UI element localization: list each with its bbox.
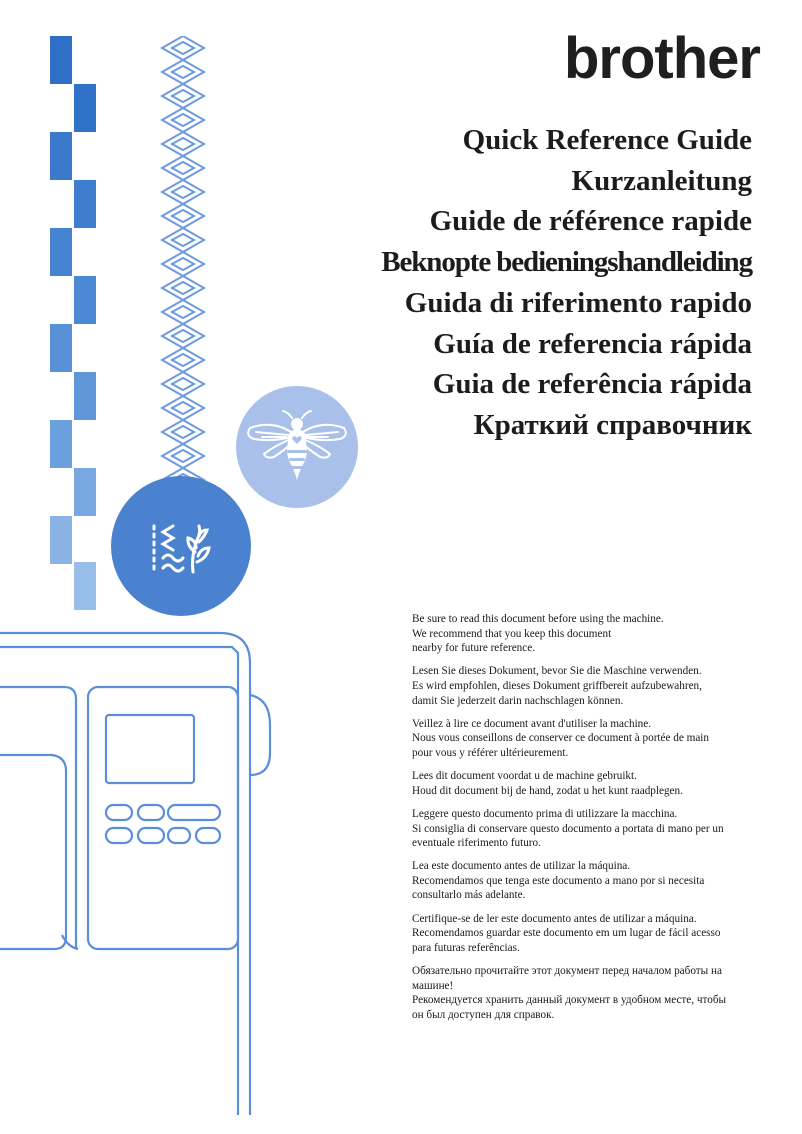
instructions-french <box>412 717 762 761</box>
instruction-line: nearby for future reference. <box>412 642 535 655</box>
instructions-italian <box>412 807 762 851</box>
bee-badge <box>236 386 358 508</box>
instruction-line: pour vous y référer ultérieurement. <box>412 746 569 759</box>
instructions-portuguese <box>412 912 762 956</box>
title-dutch: Beknopte bedieningshandleiding <box>381 246 752 279</box>
instruction-line: Обязательно прочитайте этот документ перед началом работы на <box>412 965 722 978</box>
instructions-block <box>412 612 762 1031</box>
title-russian: Краткий справочник <box>473 408 752 441</box>
instruction-line: Leggere questo documento prima di utilizzare la macchina. <box>412 807 678 820</box>
title-french: Guide de référence rapide <box>429 205 752 238</box>
instruction-line: Certifique-se de ler este documento antes de utilizar a máquina. <box>412 912 697 925</box>
sewing-machine-illustration <box>0 625 290 1134</box>
instruction-line: Lees dit document voordat u de machine gebruikt. <box>412 770 637 783</box>
instruction-line: We recommend that you keep this document <box>412 627 612 640</box>
title-list <box>381 120 752 446</box>
instructions-dutch <box>412 769 762 798</box>
instructions-german <box>412 664 762 708</box>
title-english: Quick Reference Guide <box>462 124 752 156</box>
title-spanish: Guía de referencia rápida <box>433 327 752 360</box>
instruction-line: машине! <box>412 979 454 992</box>
instructions-spanish <box>412 859 762 903</box>
instruction-line: eventuale riferimento futuro. <box>412 837 541 850</box>
instruction-line: Lea este documento antes de utilizar la máquina. <box>412 860 631 873</box>
instruction-line: Es wird empfohlen, dieses Dokument griffbereit aufzubewahren, <box>412 679 702 692</box>
instruction-line: Recomendamos que tenga este documento a mano por si necesita <box>412 874 705 887</box>
instruction-line: damit Sie jederzeit darin nachschlagen können. <box>412 694 624 707</box>
instruction-line: Nous vous conseillons de conserver ce document à portée de main <box>412 732 709 745</box>
stitch-pattern-icon <box>111 476 251 616</box>
bee-icon <box>236 386 358 508</box>
instruction-line: consultarlo más adelante. <box>412 889 526 902</box>
stitch-badge <box>111 476 251 616</box>
diamond-lattice-pattern <box>160 36 206 506</box>
title-italian: Guida di riferimento rapido <box>404 286 752 319</box>
brother-logo: brother <box>564 26 760 91</box>
instruction-line: Recomendamos guardar este documento em um lugar de fácil acesso <box>412 927 721 940</box>
instruction-line: Houd dit document bij de hand, zodat u het kunt raadplegen. <box>412 784 683 797</box>
instruction-line: Si consiglia di conservare questo documento a portata di mano per un <box>412 822 724 835</box>
instructions-russian <box>412 964 762 1022</box>
instruction-line: Рекомендуется хранить данный документ в удобном месте, чтобы <box>412 994 727 1007</box>
checkerboard-pattern <box>50 36 96 610</box>
instruction-line: Be sure to read this document before using the machine. <box>412 613 664 625</box>
instruction-line: para futuras referências. <box>412 941 520 954</box>
instruction-line: Lesen Sie dieses Dokument, bevor Sie die Maschine verwenden. <box>412 665 702 678</box>
title-portuguese: Guia de referência rápida <box>432 368 752 401</box>
title-german: Kurzanleitung <box>571 164 752 197</box>
instruction-line: Veillez à lire ce document avant d'utiliser la machine. <box>412 717 652 730</box>
instruction-line: он был доступен для справок. <box>412 1008 555 1021</box>
instructions-english <box>412 612 762 656</box>
